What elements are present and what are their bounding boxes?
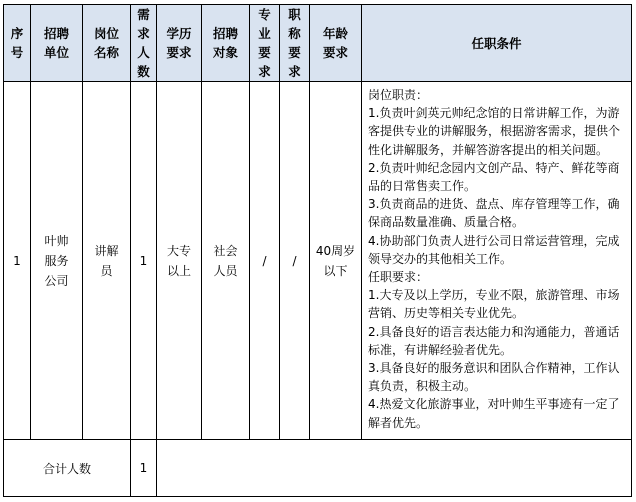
cell-position: 讲解员 bbox=[83, 82, 131, 440]
header-position: 岗位名称 bbox=[83, 5, 131, 82]
requirement-item: 4.热爱文化旅游事业，对叶帅生平事迹有一定了解者优先。 bbox=[368, 397, 620, 430]
duties-heading: 岗位职责： bbox=[368, 88, 429, 102]
header-unit: 招聘单位 bbox=[31, 5, 83, 82]
table-row bbox=[4, 82, 632, 440]
cell-count: 1 bbox=[131, 82, 157, 440]
cell-conditions bbox=[362, 82, 632, 440]
header-target: 招聘对象 bbox=[202, 5, 250, 82]
header-education: 学历要求 bbox=[157, 5, 202, 82]
recruitment-table bbox=[3, 4, 632, 497]
cell-age: 40周岁以下 bbox=[310, 82, 362, 440]
header-title: 职称要求 bbox=[280, 5, 310, 82]
requirement-item: 1.大专及以上学历，专业不限，旅游管理、市场营销、历史等相关专业优先。 bbox=[368, 288, 620, 321]
header-count: 需求人数 bbox=[131, 5, 157, 82]
cell-seq: 1 bbox=[4, 82, 31, 440]
total-value: 1 bbox=[131, 440, 157, 497]
cell-unit: 叶帅服务公司 bbox=[31, 82, 83, 440]
duty-item: 1.负责叶剑英元帅纪念馆的日常讲解工作，为游客提供专业的讲解服务，根据游客需求，提供个性化讲解服务，并解答游客提出的相关问题。 bbox=[368, 106, 621, 157]
total-label: 合计人数 bbox=[4, 440, 131, 497]
duty-item: 2.负责叶帅纪念园内文创产品、特产、鲜花等商品的日常售卖工作。 bbox=[368, 160, 620, 194]
header-major: 专业要求 bbox=[250, 5, 280, 82]
requirement-item: 2.具备良好的语言表达能力和沟通能力，普通话标准，有讲解经验者优先。 bbox=[368, 324, 620, 357]
requirements-heading: 任职要求： bbox=[368, 270, 429, 285]
header-conditions: 任职条件 bbox=[362, 5, 632, 82]
cell-target: 社会人员 bbox=[202, 82, 250, 440]
duty-item: 3.负责商品的进货、盘点、库存管理等工作，确保商品数量准确、质量合格。 bbox=[368, 197, 620, 230]
cell-title: / bbox=[280, 82, 310, 440]
cell-major: / bbox=[250, 82, 280, 440]
total-row bbox=[4, 440, 632, 497]
total-empty bbox=[157, 440, 632, 497]
cell-education: 大专以上 bbox=[157, 82, 202, 440]
requirement-item: 3.具备良好的服务意识和团队合作精神，工作认真负责，积极主动。 bbox=[368, 361, 620, 394]
duty-item: 4.协助部门负责人进行公司日常运营管理，完成领导交办的其他相关工作。 bbox=[368, 233, 620, 266]
header-seq: 序号 bbox=[4, 5, 31, 82]
header-row bbox=[4, 5, 632, 82]
header-age: 年龄要求 bbox=[310, 5, 362, 82]
